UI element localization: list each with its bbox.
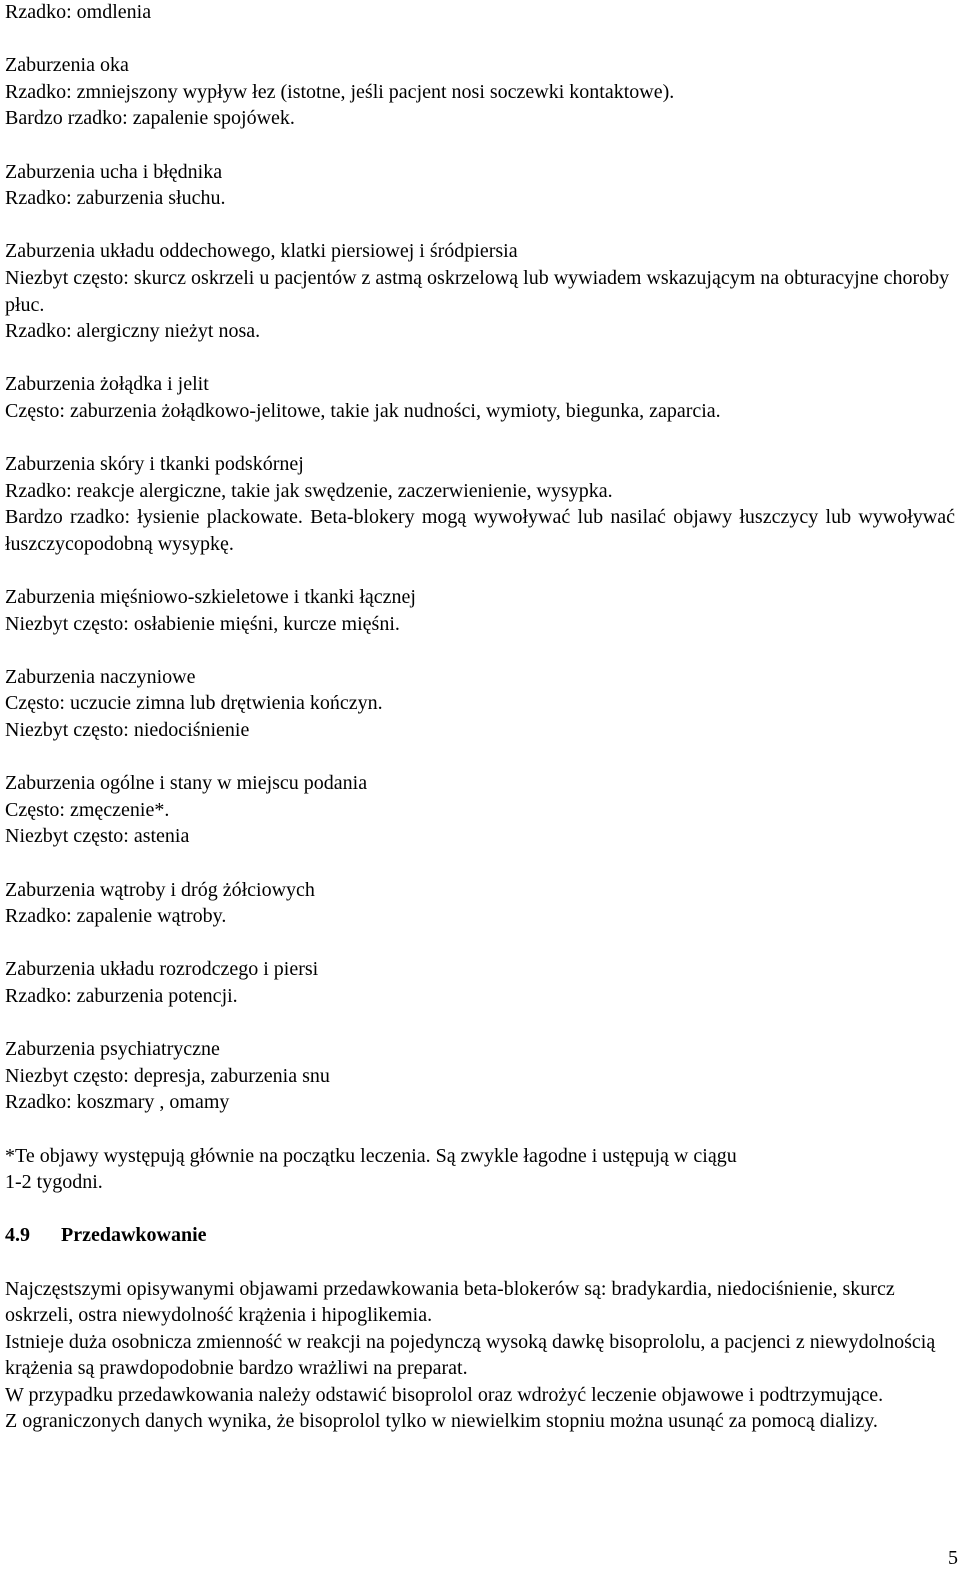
section-title: Zaburzenia ucha i błędnika xyxy=(5,160,223,183)
section-respiratory-disorders xyxy=(5,238,955,344)
text-line: Niezbyt często: osłabienie mięśni, kurcze mięśni. xyxy=(5,612,400,635)
footnote-line: *Te objawy występują głównie na początku leczenia. Są zwykle łagodne i ustępują w ciągu xyxy=(5,1144,737,1167)
section-title: Zaburzenia układu rozrodczego i piersi xyxy=(5,958,319,981)
text-line: Rzadko: omdlenia xyxy=(5,1,152,23)
text-line: Często: uczucie zimna lub drętwienia kończyn. xyxy=(5,692,383,715)
document-body xyxy=(5,0,955,1462)
text-line: Bardzo rzadko: łysienie plackowate. Beta-blokery mogą wywoływać lub nasilać objawy łuszczycy lub wywoływać łuszczycopodobną wysypkę. xyxy=(5,506,955,555)
text-line: Często: zmęczenie*. xyxy=(5,798,170,821)
section-title: Zaburzenia naczyniowe xyxy=(5,665,196,688)
text-line: Niezbyt często: skurcz oskrzeli u pacjentów z astmą oskrzelową lub wywiadem wskazującym na obturacyjne choroby płuc. xyxy=(5,266,950,316)
text-line: Często: zaburzenia żołądkowo-jelitowe, takie jak nudności, wymioty, biegunka, zaparcia. xyxy=(5,399,721,422)
paragraph: Najczęstszymi opisywanymi objawami przedawkowania beta-blokerów są: bradykardia, niedociśnienie, skurcz oskrzeli, ostra niewydolność krążenia i hipoglikemia. xyxy=(5,1277,895,1327)
section-hepatobiliary-disorders xyxy=(5,877,955,930)
section-title: Zaburzenia żołądka i jelit xyxy=(5,373,209,396)
heading-number: 4.9 xyxy=(5,1224,30,1247)
section-eye-disorders xyxy=(5,52,955,132)
overdose-text xyxy=(5,1276,955,1436)
footnote xyxy=(5,1143,955,1196)
text-line: Niezbyt często: astenia xyxy=(5,825,190,848)
footnote-line: 1-2 tygodni. xyxy=(5,1171,103,1194)
paragraph: Z ograniczonych danych wynika, że bisoprolol tylko w niewielkim stopniu można usunąć za pomocą dializy. xyxy=(5,1410,878,1433)
text-line: Rzadko: zmniejszony wypływ łez (istotne, jeśli pacjent nosi soczewki kontaktowe). xyxy=(5,80,675,103)
section-title: Zaburzenia układu oddechowego, klatki piersiowej i śródpiersia xyxy=(5,240,518,263)
section-musculoskeletal-disorders xyxy=(5,584,955,637)
page-number: 5 xyxy=(948,1547,958,1569)
text-line: Niezbyt często: niedociśnienie xyxy=(5,719,250,742)
section-title: Zaburzenia oka xyxy=(5,54,129,77)
section-psychiatric-disorders xyxy=(5,1036,955,1116)
section-fainting xyxy=(5,0,955,26)
text-line: Rzadko: koszmary , omamy xyxy=(5,1091,230,1114)
section-ear-disorders xyxy=(5,159,955,212)
section-title: Zaburzenia wątroby i dróg żółciowych xyxy=(5,878,315,901)
paragraph: W przypadku przedawkowania należy odstawić bisoprolol oraz wdrożyć leczenie objawowe i podtrzymujące. xyxy=(5,1383,884,1406)
text-line: Rzadko: zaburzenia potencji. xyxy=(5,984,238,1007)
text-line: Rzadko: alergiczny nieżyt nosa. xyxy=(5,320,261,343)
section-title: Zaburzenia skóry i tkanki podskórnej xyxy=(5,453,304,476)
text-line: Rzadko: reakcje alergiczne, takie jak swędzenie, zaczerwienienie, wysypka. xyxy=(5,479,613,502)
heading-title: Przedawkowanie xyxy=(61,1224,207,1247)
section-gastrointestinal-disorders xyxy=(5,371,955,424)
text-line: Bardzo rzadko: zapalenie spojówek. xyxy=(5,107,295,130)
text-line: Niezbyt często: depresja, zaburzenia snu xyxy=(5,1064,330,1087)
section-general-disorders xyxy=(5,770,955,850)
section-title: Zaburzenia mięśniowo-szkieletowe i tkanki łącznej xyxy=(5,586,416,609)
section-skin-disorders xyxy=(5,451,955,557)
section-vascular-disorders xyxy=(5,664,955,744)
text-line: Rzadko: zaburzenia słuchu. xyxy=(5,187,226,210)
section-title: Zaburzenia ogólne i stany w miejscu podania xyxy=(5,772,368,795)
section-heading-overdose xyxy=(5,1222,955,1249)
text-line: Rzadko: zapalenie wątroby. xyxy=(5,905,227,928)
section-reproductive-disorders xyxy=(5,956,955,1009)
section-title: Zaburzenia psychiatryczne xyxy=(5,1038,220,1061)
paragraph: Istnieje duża osobnicza zmienność w reakcji na pojedynczą wysoką dawkę bisoprololu, a pacjenci z niewydolnością krążenia są prawdopodobnie bardzo wrażliwi na preparat. xyxy=(5,1330,936,1380)
